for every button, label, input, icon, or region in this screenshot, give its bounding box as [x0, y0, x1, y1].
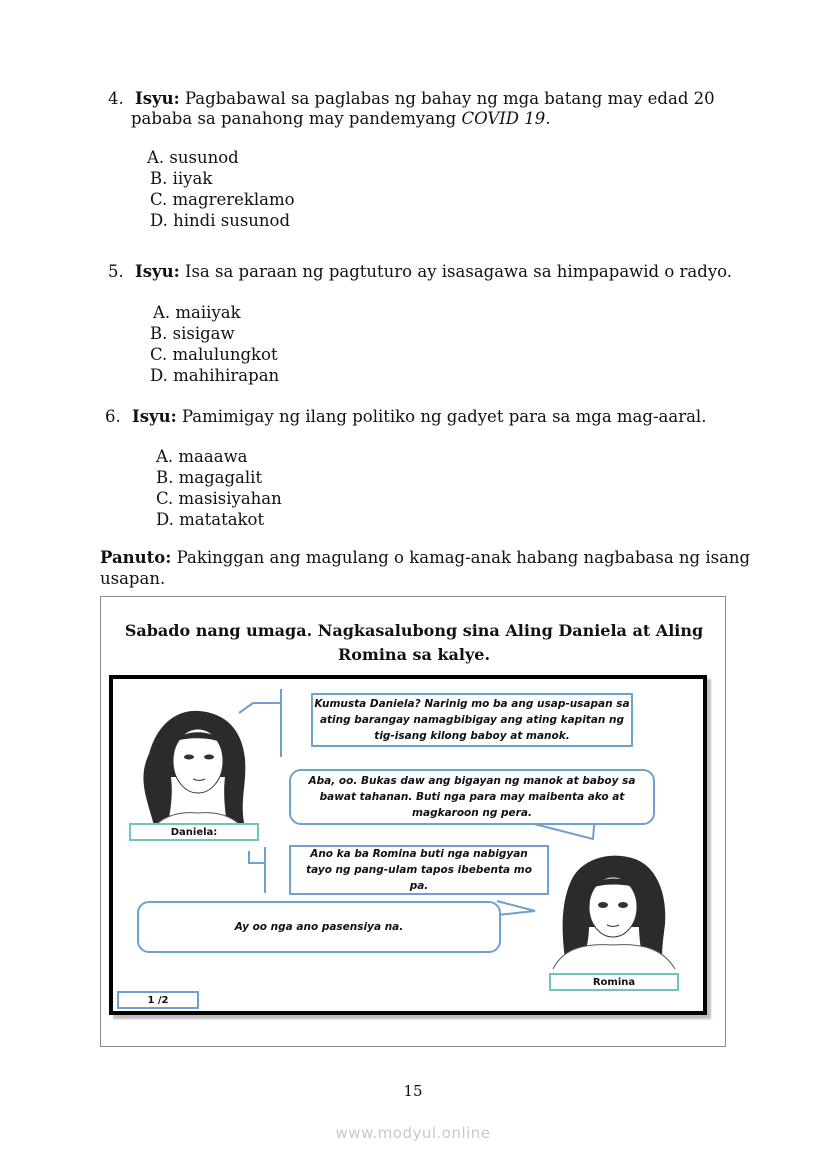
question-number: 5. — [108, 262, 124, 281]
speech-bubble-4-text: Ay oo nga ano pasensiya na. — [234, 921, 404, 933]
option-d[interactable]: D. matatakot — [156, 510, 265, 529]
comic-title-line1: Sabado nang umaga. Nagkasalubong sina Aling Daniela at Aling — [124, 621, 704, 640]
question-text: pababa sa panahong may pandemyang — [131, 109, 462, 128]
question-text: Isa sa paraan ng pagtuturo ay isasagawa sa himpapawid o radyo. — [184, 262, 733, 281]
bubble-line: ating barangay namagbibigay ang ating kapitan ng — [319, 714, 625, 726]
instruction-line2 — [100, 569, 165, 589]
speech-bubble-2-text — [309, 773, 636, 821]
bubble-line: Kumusta Daniela? Narinig mo ba ang usap-usapan sa — [314, 698, 630, 710]
comic-frame — [109, 675, 707, 1015]
speech-bubble-2 — [289, 769, 655, 825]
option-d[interactable]: D. hindi susunod — [150, 211, 291, 230]
issue-label: Isyu: — [132, 407, 177, 426]
question-number: 4. — [108, 89, 124, 108]
instruction-text: usapan. — [100, 569, 166, 588]
daniela-portrait-icon — [127, 699, 267, 839]
question-6-options — [156, 446, 282, 530]
instruction-text: Pakinggan ang magulang o kamag-anak habang nagbabasa ng isang — [176, 548, 751, 567]
question-4-line1 — [108, 89, 715, 109]
bubble-line: magkaroon ng pera. — [412, 807, 532, 819]
option-a[interactable]: A. susunod — [147, 148, 239, 167]
question-4-line2 — [131, 109, 551, 129]
instruction-label: Panuto: — [100, 548, 172, 567]
issue-label: Isyu: — [135, 262, 180, 281]
option-d[interactable]: D. mahihirapan — [150, 366, 280, 385]
question-text: Pagbabawal sa paglabas ng bahay ng mga batang may edad 20 — [184, 89, 715, 108]
speech-bubble-1 — [311, 693, 633, 747]
question-4-options — [147, 147, 295, 231]
comic-title — [101, 619, 727, 667]
bubble-line: bawat tahanan. Buti nga para may maibenta ako at — [319, 791, 625, 803]
question-number: 6. — [105, 407, 121, 426]
speech-bubble-4 — [137, 901, 501, 953]
option-c[interactable]: C. magrereklamo — [150, 190, 295, 209]
speech-bubble-1-text — [314, 696, 629, 744]
comic-panel — [100, 596, 726, 1047]
question-5-line1 — [108, 262, 732, 282]
comic-page-indicator: 1 /2 — [117, 991, 199, 1009]
romina-portrait-icon — [543, 849, 683, 969]
speech-bubble-3 — [289, 845, 549, 895]
issue-label: Isyu: — [135, 89, 180, 108]
question-6-line1 — [105, 407, 706, 427]
instruction-line1 — [100, 548, 750, 568]
option-b[interactable]: B. sisigaw — [150, 324, 235, 343]
option-c[interactable]: C. malulungkot — [150, 345, 278, 364]
question-5-options — [150, 302, 279, 386]
page-number: 15 — [403, 1082, 423, 1100]
speech-bubble-3-text — [306, 846, 532, 894]
bubble-line: Ano ka ba Romina buti nga nabigyan — [310, 848, 528, 860]
covid-italic: COVID 19 — [461, 109, 546, 128]
daniela-name-tag: Daniela: — [129, 823, 259, 841]
option-a[interactable]: A. maiiyak — [153, 303, 241, 322]
bubble-line: Aba, oo. Bukas daw ang bigayan ng manok at baboy sa — [308, 775, 636, 787]
option-a[interactable]: A. maaawa — [156, 447, 248, 466]
option-c[interactable]: C. masisiyahan — [156, 489, 282, 508]
watermark: www.modyul.online — [335, 1124, 491, 1142]
bubble-line: pa. — [409, 880, 429, 892]
question-text: Pamimigay ng ilang politiko ng gadyet para sa mga mag-aaral. — [181, 407, 707, 426]
comic-title-line2: Romina sa kalye. — [337, 645, 491, 664]
romina-name-tag: Romina — [549, 973, 679, 991]
bubble-line: tig-isang kilong baboy at manok. — [374, 730, 570, 742]
option-b[interactable]: B. magagalit — [156, 468, 263, 487]
option-b[interactable]: B. iiyak — [150, 169, 213, 188]
bubble-line: tayo ng pang-ulam tapos ibebenta mo — [306, 864, 532, 876]
period: . — [545, 109, 551, 128]
